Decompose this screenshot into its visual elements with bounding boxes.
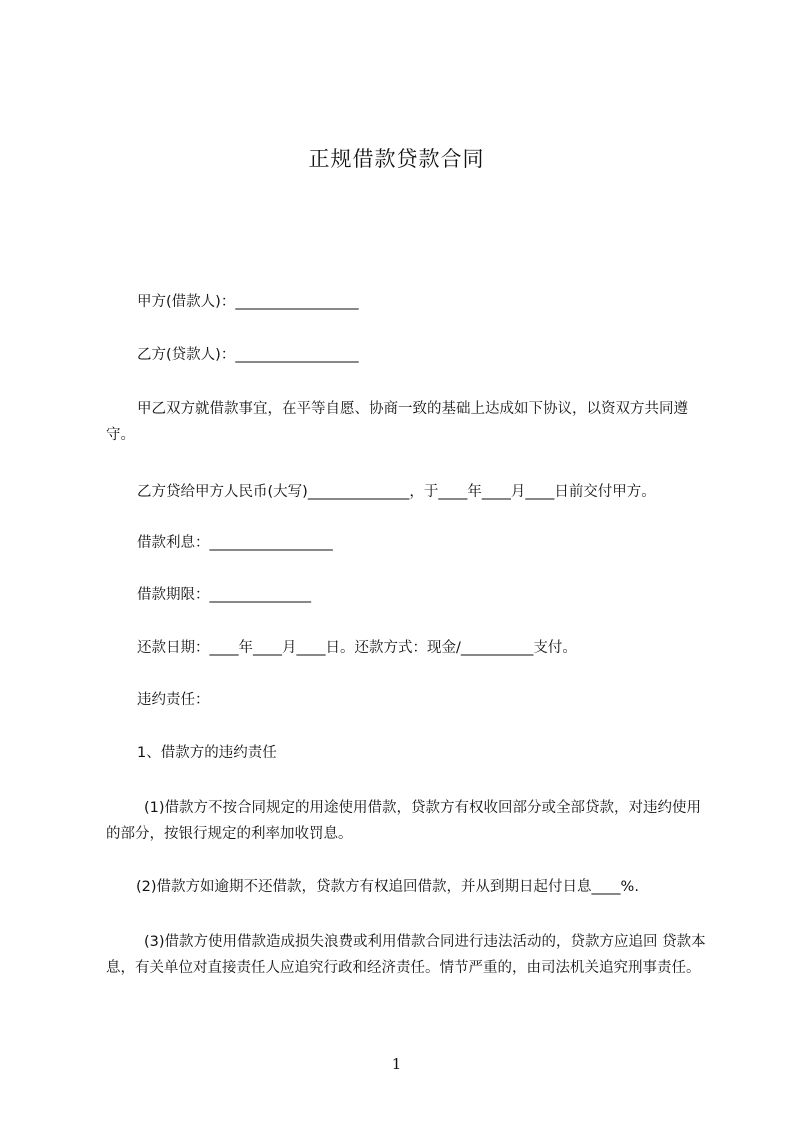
- loan-amount-line: 乙方贷给甲方人民币(大写)______________，于____年____月____日前交付甲方。: [137, 484, 656, 500]
- document-title: 正规借款贷款合同: [308, 147, 485, 171]
- party-a-line: 甲方(借款人)：_________________: [137, 294, 359, 310]
- intro-paragraph: 甲乙双方就借款事宜，在平等自愿、协商一致的基础上达成如下协议，以资双方共同遵守。: [106, 401, 688, 443]
- liability-heading: 违约责任：: [137, 692, 210, 708]
- interest-line: 借款利息：_________________: [137, 535, 333, 551]
- clause-2-line: (2)借款方如逾期不还借款，贷款方有权追回借款，并从到期日起付日息____%.: [136, 879, 639, 895]
- borrower-liability-heading: 1、借款方的违约责任: [137, 745, 277, 761]
- party-b-line: 乙方(贷款人)：_________________: [137, 347, 359, 363]
- clause-1-paragraph: (1)借款方不按合同规定的用途使用借款，贷款方有权收回部分或全部贷款，对违约使用的部分，按银行规定的利率加收罚息。: [106, 800, 702, 842]
- repayment-line: 还款日期：____年____月____日。还款方式：现金/__________支付。: [137, 640, 577, 656]
- clause-3-paragraph: (3)借款方使用借款造成损失浪费或利用借款合同进行违法活动的，贷款方应追回 贷款本息，有关单位对直接责任人应追究行政和经济责任。情节严重的，由司法机关追究刑事责任。: [106, 934, 706, 976]
- term-line: 借款期限：______________: [137, 587, 311, 603]
- page-number: 1: [391, 1055, 402, 1073]
